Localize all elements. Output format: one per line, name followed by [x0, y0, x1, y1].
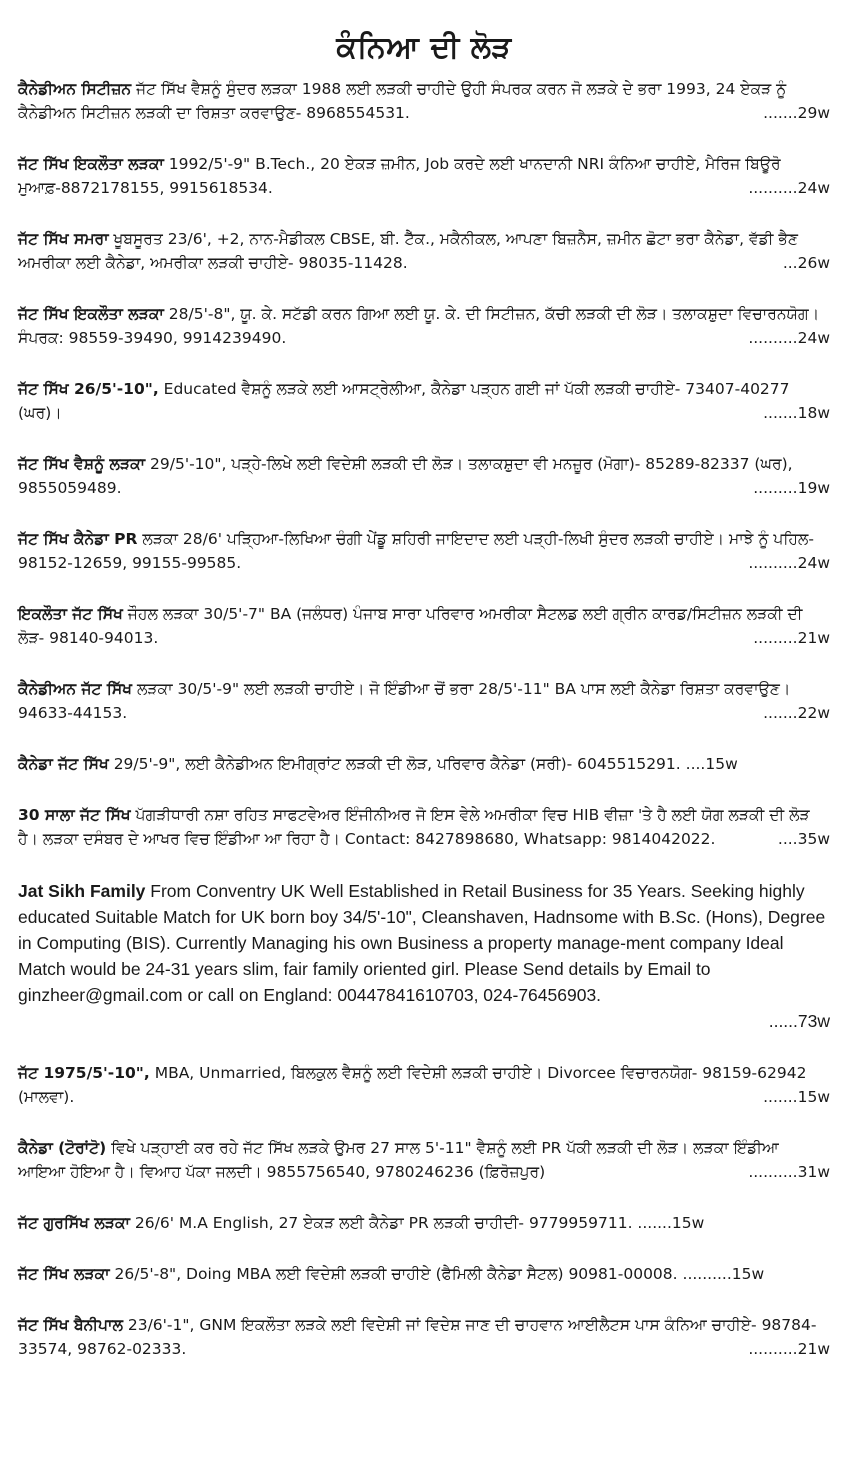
ad-lead: ਜੱਟ ਸਿੱਖ 26/5'-10", — [18, 380, 159, 398]
matrimonial-ad — [18, 302, 830, 350]
ad-text: ਜੱਟ ਸਿੱਖ ਵੈਸ਼ਨੂੰ ਸੁੰਦਰ ਲੜਕਾ 1988 ਲਈ ਲੜਕੀ ਚਾਹੀਦੇ ਉਹੀ ਸੰਪਰਕ ਕਰਨ ਜੋ ਲੜਕੇ ਦੇ ਭਰਾ 1993, 24 ਏਕੜ ਨੂੰ ਕੈਨੇਡੀਅਨ ਸਿਟੀਜ਼ਨ ਲੜਕੀ ਦਾ ਰਿਸ਼ਤਾ ਕਰਵਾਉਣ- 8968554531. — [18, 80, 787, 122]
ad-text: 26/6' M.A English, 27 ਏਕੜ ਲਈ ਕੈਨੇਡਾ PR ਲੜਕੀ ਚਾਹੀਦੀ- 9779959711. — [130, 1214, 638, 1232]
ad-text: 29/5'-10", ਪੜ੍ਹੇ-ਲਿਖੇ ਲਈ ਵਿਦੇਸ਼ੀ ਲੜਕੀ ਦੀ ਲੋੜ। ਤਲਾਕਸ਼ੁਦਾ ਵੀ ਮਨਜ਼ੂਰ (ਮੋਗਾ)- 85289-82337 (ਘਰ), 9855059489. — [18, 455, 793, 497]
ads-list — [18, 77, 830, 1361]
ad-text: 1992/5'-9" B.Tech., 20 ਏਕੜ ਜ਼ਮੀਨ, Job ਕਰਦੇ ਲਈ ਖਾਨਦਾਨੀ NRI ਕੰਨਿਆ ਚਾਹੀਏ, ਮੈਰਿਜ ਬਿਊਰੋ ਮੁਆਫ਼-8872178155, 9915618534. — [18, 155, 781, 197]
ad-code: .........21w — [753, 629, 830, 647]
ad-lead: ਜੱਟ ਸਿੱਖ ਬੈਨੀਪਾਲ — [18, 1316, 123, 1334]
ad-text: ਲੜਕਾ 30/5'-9" ਲਈ ਲੜਕੀ ਚਾਹੀਏ। ਜੋ ਇੰਡੀਆ ਚੋਂ ਭਰਾ 28/5'-11" BA ਪਾਸ ਲਈ ਕੈਨੇਡਾ ਰਿਸ਼ਤਾ ਕਰਵਾਉਣ। 94633-44153. — [18, 680, 791, 722]
ad-code: ....15w — [685, 755, 738, 773]
ad-text: From Conventry UK Well Established in Retail Business for 35 Years. Seeking highly educated Suitable Match for UK born boy 34/5'-10", Cleanshaven, Hadnsome with B.Sc. (Hons), Degree in Computing (BIS). Currently Managing his own Business a property manage-ment company Ideal Match would be 24-31 years slim, fair family oriented girl. Please Send details by Email to ginzheer@gmail.com or call on England: 00447841610703, 024-76456903. — [18, 881, 826, 1005]
ad-code: .......22w — [763, 704, 830, 722]
ad-code: ..........21w — [748, 1340, 830, 1358]
matrimonial-ad — [18, 677, 830, 725]
matrimonial-ad — [18, 1061, 830, 1109]
matrimonial-ad — [18, 377, 830, 425]
matrimonial-ad — [18, 227, 830, 275]
ad-code: .........19w — [753, 479, 830, 497]
matrimonial-ad — [18, 1262, 830, 1286]
ad-code: ...26w — [782, 254, 830, 272]
ad-code: .......18w — [763, 404, 830, 422]
ad-lead: 30 ਸਾਲਾ ਜੱਟ ਸਿੱਖ — [18, 806, 131, 824]
matrimonial-ad — [18, 77, 830, 125]
ad-text: MBA, Unmarried, ਬਿਲਕੁਲ ਵੈਸ਼ਨੂੰ ਲਈ ਵਿਦੇਸ਼ੀ ਲੜਕੀ ਚਾਹੀਏ। Divorcee ਵਿਚਾਰਨਯੋਗ- 98159-62942 (ਮਾਲਵਾ). — [18, 1064, 807, 1106]
matrimonial-ad — [18, 527, 830, 575]
ad-lead: ਜੱਟ ਸਿੱਖ ਇਕਲੌਤਾ ਲੜਕਾ — [18, 305, 164, 323]
ad-text: 26/5'-8", Doing MBA ਲਈ ਵਿਦੇਸ਼ੀ ਲੜਕੀ ਚਾਹੀਏ (ਫੈਮਿਲੀ ਕੈਨੇਡਾ ਸੈਟਲ) 90981-00008. — [109, 1265, 683, 1283]
ad-code: ..........24w — [748, 179, 830, 197]
ad-code: ..........15w — [682, 1265, 765, 1283]
ad-lead: ਜੱਟ ਗੁਰਸਿੱਖ ਲੜਕਾ — [18, 1214, 130, 1232]
ad-lead: ਜੱਟ ਸਿੱਖ ਲੜਕਾ — [18, 1265, 110, 1283]
ad-lead: Jat Sikh Family — [18, 881, 146, 901]
ad-text: ਜੌਹਲ ਲੜਕਾ 30/5'-7" BA (ਜਲੰਧਰ) ਪੰਜਾਬ ਸਾਰਾ ਪਰਿਵਾਰ ਅਮਰੀਕਾ ਸੈਟਲਡ ਲਈ ਗ੍ਰੀਨ ਕਾਰਡ/ਸਿਟੀਜ਼ਨ ਲੜਕੀ ਦੀ ਲੋੜ- 98140-94013. — [18, 605, 803, 647]
ad-code: ..........31w — [748, 1163, 830, 1181]
ad-lead: ਜੱਟ 1975/5'-10", — [18, 1064, 150, 1082]
ad-text: 23/6'-1", GNM ਇਕਲੌਤਾ ਲੜਕੇ ਲਈ ਵਿਦੇਸ਼ੀ ਜਾਂ ਵਿਦੇਸ਼ ਜਾਣ ਦੀ ਚਾਹਵਾਨ ਆਈਲੈਟਸ ਪਾਸ ਕੰਨਿਆ ਚਾਹੀਏ- 98784-33574, 98762-02333. — [18, 1316, 817, 1358]
matrimonial-ad — [18, 152, 830, 200]
ad-text: 29/5'-9", ਲਈ ਕੈਨੇਡੀਅਨ ਇਮੀਗ੍ਰਾਂਟ ਲੜਕੀ ਦੀ ਲੋੜ, ਪਰਿਵਾਰ ਕੈਨੇਡਾ (ਸਰੀ)- 6045515291. — [108, 755, 686, 773]
ad-text: ਪੱਗੜੀਧਾਰੀ ਨਸ਼ਾ ਰਹਿਤ ਸਾਫਟਵੇਅਰ ਇੰਜੀਨੀਅਰ ਜੋ ਇਸ ਵੇਲੇ ਅਮਰੀਕਾ ਵਿਚ HIB ਵੀਜ਼ਾ 'ਤੇ ਹੈ ਲਈ ਯੋਗ ਲੜਕੀ ਦੀ ਲੋੜ ਹੈ। ਲੜਕਾ ਦਸੰਬਰ ਦੇ ਆਖਰ ਵਿਚ ਇੰਡੀਆ ਆ ਰਿਹਾ ਹੈ। Contact: 8427898680, Whatsapp: 9814042022. — [18, 806, 810, 848]
matrimonial-ad — [18, 752, 830, 776]
ad-code: ..........24w — [748, 329, 830, 347]
ad-code: ..........24w — [748, 554, 830, 572]
ad-lead: ਕੈਨੇਡਾ (ਟੋਰਾਂਟੋ) — [18, 1139, 107, 1157]
ad-lead: ਜੱਟ ਸਿੱਖ ਕੈਨੇਡਾ PR — [18, 530, 138, 548]
page-title: ਕੰਨਿਆ ਦੀ ਲੋੜ — [336, 30, 512, 65]
matrimonial-ad — [18, 452, 830, 500]
ad-code: .......15w — [637, 1214, 705, 1232]
ad-code: .......15w — [763, 1088, 830, 1106]
ad-text: ਖੂਬਸੂਰਤ 23/6', +2, ਨਾਨ-ਮੈਡੀਕਲ CBSE, ਬੀ. ਟੈੱਕ., ਮਕੈਨੀਕਲ, ਆਪਣਾ ਬਿਜ਼ਨੈਸ, ਜ਼ਮੀਨ ਛੋਟਾ ਭਰਾ ਕੈਨੇਡਾ, ਵੱਡੀ ਭੈਣ ਅਮਰੀਕਾ ਲਈ ਕੈਨੇਡਾ, ਅਮਰੀਕਾ ਲੜਕੀ ਚਾਹੀਏ- 98035-11428. — [18, 230, 798, 272]
matrimonial-ad — [18, 878, 830, 1034]
ad-lead: ਜੱਟ ਸਿੱਖ ਵੈਸ਼ਨੂੰ ਲੜਕਾ — [18, 455, 146, 473]
matrimonial-ad — [18, 602, 830, 650]
ad-code: ......73w — [768, 1011, 830, 1031]
matrimonial-ad — [18, 1211, 830, 1235]
matrimonial-ad — [18, 803, 830, 851]
ad-lead: ਕੈਨੇਡਾ ਜੱਟ ਸਿੱਖ — [18, 755, 109, 773]
ad-text: ਲੜਕਾ 28/6' ਪੜ੍ਹਿਆ-ਲਿਖਿਆ ਚੰਗੀ ਪੇਂਡੂ ਸ਼ਹਿਰੀ ਜਾਇਦਾਦ ਲਈ ਪੜ੍ਹੀ-ਲਿਖੀ ਸੁੰਦਰ ਲੜਕੀ ਚਾਹੀਏ। ਮਾਝੇ ਨੂੰ ਪਹਿਲ- 98152-12659, 99155-99585. — [18, 530, 814, 572]
matrimonial-ad — [18, 1136, 830, 1184]
matrimonial-ad — [18, 1313, 830, 1361]
ad-lead: ਕੈਨੇਡੀਅਨ ਜੱਟ ਸਿੱਖ — [18, 680, 133, 698]
ad-text: Educated ਵੈਸ਼ਨੂੰ ਲੜਕੇ ਲਈ ਆਸਟ੍ਰੇਲੀਆ, ਕੈਨੇਡਾ ਪੜ੍ਹਨ ਗਈ ਜਾਂ ਪੱਕੀ ਲੜਕੀ ਚਾਹੀਏ- 73407-40277 (ਘਰ)। — [18, 380, 790, 422]
ad-lead: ਜੱਟ ਸਿੱਖ ਸਮਰਾ — [18, 230, 109, 248]
ad-text: 28/5'-8", ਯੂ. ਕੇ. ਸਟੱਡੀ ਕਰਨ ਗਿਆ ਲਈ ਯੂ. ਕੇ. ਦੀ ਸਿਟੀਜ਼ਨ, ਕੱਚੀ ਲੜਕੀ ਦੀ ਲੋੜ। ਤਲਾਕਸ਼ੁਦਾ ਵਿਚਾਰਨਯੋਗ। ਸੰਪਰਕ: 98559-39490, 9914239490. — [18, 305, 820, 347]
ad-lead: ਕੈਨੇਡੀਅਨ ਸਿਟੀਜ਼ਨ — [18, 80, 132, 98]
ad-lead: ਜੱਟ ਸਿੱਖ ਇਕਲੌਤਾ ਲੜਕਾ — [18, 155, 164, 173]
ad-code: .......29w — [763, 104, 830, 122]
ad-code: ....35w — [777, 830, 830, 848]
ad-text: ਵਿਖੇ ਪੜ੍ਹਾਈ ਕਰ ਰਹੇ ਜੱਟ ਸਿੱਖ ਲੜਕੇ ਉਮਰ 27 ਸਾਲ 5'-11" ਵੈਸ਼ਨੂੰ ਲਈ PR ਪੱਕੀ ਲੜਕੀ ਦੀ ਲੋੜ। ਲੜਕਾ ਇੰਡੀਆ ਆਇਆ ਹੋਇਆ ਹੈ। ਵਿਆਹ ਪੱਕਾ ਜਲਦੀ। 9855756540, 9780246236 (ਫ਼ਿਰੋਜ਼ਪੁਰ) — [18, 1139, 779, 1181]
ad-lead: ਇਕਲੌਤਾ ਜੱਟ ਸਿੱਖ — [18, 605, 123, 623]
